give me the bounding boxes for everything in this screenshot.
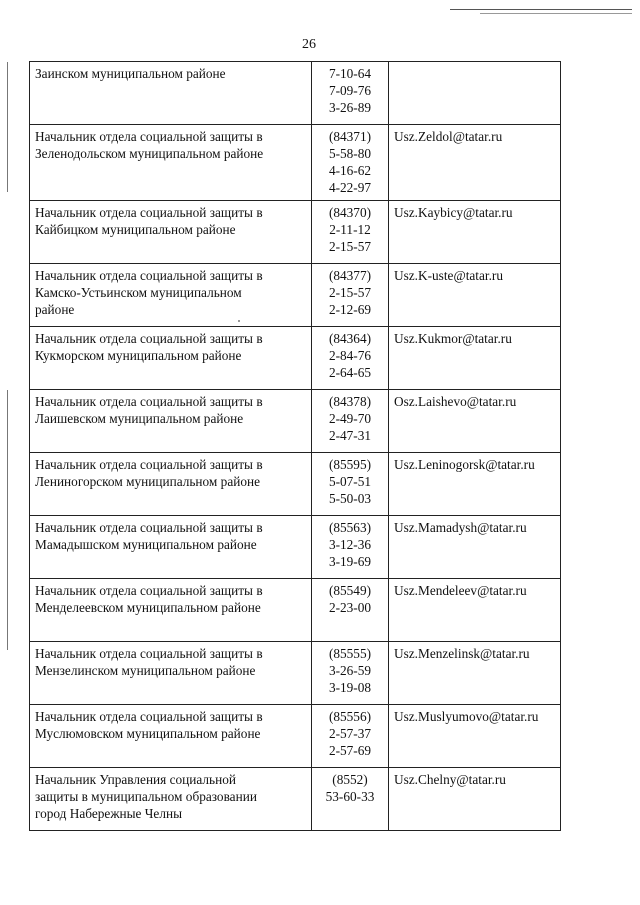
- table-row: [30, 705, 561, 768]
- official-title-line: Лениногорском муниципальном районе: [35, 474, 261, 489]
- email-cell: [389, 768, 561, 831]
- phone-number: (84370): [328, 205, 372, 220]
- official-title-cell: [30, 264, 312, 327]
- phone-cell: [312, 62, 389, 125]
- email-address: Usz.Menzelinsk@tatar.ru: [394, 646, 530, 661]
- phone-cell: [312, 453, 389, 516]
- official-title-line: Начальник отдела социальной защиты в: [35, 268, 263, 283]
- phone-number: 7-09-76: [328, 83, 372, 98]
- official-title-line: Кукморском муниципальном районе: [35, 348, 242, 363]
- official-title-line: Начальник отдела социальной защиты в: [35, 457, 263, 472]
- official-title-line: районе: [35, 302, 75, 317]
- email-cell: [389, 579, 561, 642]
- table-row: [30, 201, 561, 264]
- table-row: [30, 264, 561, 327]
- phone-number: 5-07-51: [328, 474, 372, 489]
- table-row: [30, 579, 561, 642]
- phone-number: 2-23-00: [328, 600, 372, 615]
- contacts-table: [29, 61, 561, 831]
- official-title-line: Мензелинском муниципальном районе: [35, 663, 256, 678]
- table-row: [30, 125, 561, 201]
- official-title-line: Менделеевском муниципальном районе: [35, 600, 261, 615]
- phone-number: (85595): [328, 457, 372, 472]
- phone-cell: [312, 390, 389, 453]
- email-cell: [389, 327, 561, 390]
- table-row: [30, 62, 561, 125]
- official-title-line: Начальник отдела социальной защиты в: [35, 394, 263, 409]
- contacts-table-body: [30, 62, 561, 831]
- official-title-line: Начальник отдела социальной защиты в: [35, 520, 263, 535]
- official-title-line: Камско-Устьинском муниципальном: [35, 285, 242, 300]
- phone-number: 3-12-36: [328, 537, 372, 552]
- phone-number: (85556): [328, 709, 372, 724]
- scan-edge-mark: [7, 62, 8, 192]
- official-title-line: Кайбицком муниципальном районе: [35, 222, 236, 237]
- table-row: [30, 642, 561, 705]
- email-cell: [389, 390, 561, 453]
- official-title-line: Заинском муниципальном районе: [35, 66, 226, 81]
- phone-number: (8552): [332, 772, 368, 787]
- email-cell: [389, 264, 561, 327]
- phone-number: 2-64-65: [328, 365, 372, 380]
- official-title-line: Начальник отдела социальной защиты в: [35, 129, 263, 144]
- phone-cell: [312, 705, 389, 768]
- email-cell: [389, 642, 561, 705]
- official-title-cell: [30, 201, 312, 264]
- email-address: Usz.Zeldol@tatar.ru: [394, 129, 503, 144]
- phone-number: 3-26-59: [328, 663, 372, 678]
- email-address: Usz.Kukmor@tatar.ru: [394, 331, 512, 346]
- page-number: 26: [302, 37, 316, 52]
- official-title-cell: [30, 62, 312, 125]
- official-title-cell: [30, 705, 312, 768]
- official-title-cell: [30, 642, 312, 705]
- phone-number: (84377): [328, 268, 372, 283]
- official-title-line: Муслюмовском муниципальном районе: [35, 726, 261, 741]
- phone-cell: [312, 327, 389, 390]
- email-address: Usz.Chelny@tatar.ru: [394, 772, 506, 787]
- official-title-cell: [30, 125, 312, 201]
- email-address: Usz.K-uste@tatar.ru: [394, 268, 503, 283]
- phone-number: (85555): [328, 646, 372, 661]
- email-cell: [389, 516, 561, 579]
- phone-number: (84378): [328, 394, 372, 409]
- phone-cell: [312, 264, 389, 327]
- phone-number: 2-15-57: [328, 239, 372, 254]
- phone-number: 3-19-69: [328, 554, 372, 569]
- phone-cell: [312, 642, 389, 705]
- email-address: Usz.Leninogorsk@tatar.ru: [394, 457, 535, 472]
- phone-number: 7-10-64: [328, 66, 372, 81]
- phone-cell: [312, 768, 389, 831]
- phone-cell: [312, 579, 389, 642]
- table-row: [30, 453, 561, 516]
- phone-number: 3-19-08: [328, 680, 372, 695]
- phone-number: 2-47-31: [328, 428, 372, 443]
- table-row: [30, 516, 561, 579]
- official-title-line: Начальник отдела социальной защиты в: [35, 583, 263, 598]
- official-title-line: Начальник отдела социальной защиты в: [35, 709, 263, 724]
- phone-number: 3-26-89: [328, 100, 372, 115]
- phone-number: (85563): [328, 520, 372, 535]
- phone-number: 5-50-03: [328, 491, 372, 506]
- email-address: Usz.Kaybicy@tatar.ru: [394, 205, 513, 220]
- table-row: [30, 327, 561, 390]
- phone-number: 2-11-12: [329, 222, 371, 237]
- phone-number: (84364): [328, 331, 372, 346]
- official-title-line: Начальник Управления социальной: [35, 772, 236, 787]
- email-cell: [389, 62, 561, 125]
- phone-number: (85549): [328, 583, 372, 598]
- email-address: Usz.Mendeleev@tatar.ru: [394, 583, 527, 598]
- email-cell: [389, 125, 561, 201]
- official-title-cell: [30, 516, 312, 579]
- phone-cell: [312, 516, 389, 579]
- phone-number: 2-49-70: [328, 411, 372, 426]
- phone-number: (84371): [328, 129, 372, 144]
- top-rule-secondary: [480, 13, 632, 14]
- phone-cell: [312, 125, 389, 201]
- official-title-cell: [30, 453, 312, 516]
- official-title-cell: [30, 390, 312, 453]
- official-title-line: Мамадышском муниципальном районе: [35, 537, 257, 552]
- phone-cell: [312, 201, 389, 264]
- official-title-line: город Набережные Челны: [35, 806, 183, 821]
- top-rule: [450, 9, 632, 10]
- phone-number: 2-15-57: [328, 285, 372, 300]
- official-title-cell: [30, 327, 312, 390]
- table-row: [30, 390, 561, 453]
- official-title-line: Начальник отдела социальной защиты в: [35, 331, 263, 346]
- table-row: [30, 768, 561, 831]
- phone-number: 2-57-69: [328, 743, 372, 758]
- phone-number: 53-60-33: [325, 789, 375, 804]
- phone-number: 5-58-80: [328, 146, 372, 161]
- email-address: Usz.Mamadysh@tatar.ru: [394, 520, 527, 535]
- official-title-cell: [30, 579, 312, 642]
- official-title-line: Лаишевском муниципальном районе: [35, 411, 244, 426]
- scan-edge-mark: [7, 390, 8, 650]
- official-title-line: защиты в муниципальном образовании: [35, 789, 257, 804]
- email-address: Usz.Muslyumovo@tatar.ru: [394, 709, 539, 724]
- email-cell: [389, 705, 561, 768]
- phone-number: 2-84-76: [328, 348, 372, 363]
- email-address: Osz.Laishevo@tatar.ru: [394, 394, 517, 409]
- phone-number: 4-16-62: [328, 163, 372, 178]
- official-title-line: Зеленодольском муниципальном районе: [35, 146, 264, 161]
- official-title-cell: [30, 768, 312, 831]
- phone-number: 2-57-37: [328, 726, 372, 741]
- phone-number: 4-22-97: [328, 180, 372, 195]
- official-title-line: Начальник отдела социальной защиты в: [35, 205, 263, 220]
- official-title-line: Начальник отдела социальной защиты в: [35, 646, 263, 661]
- email-cell: [389, 201, 561, 264]
- phone-number: 2-12-69: [328, 302, 372, 317]
- email-cell: [389, 453, 561, 516]
